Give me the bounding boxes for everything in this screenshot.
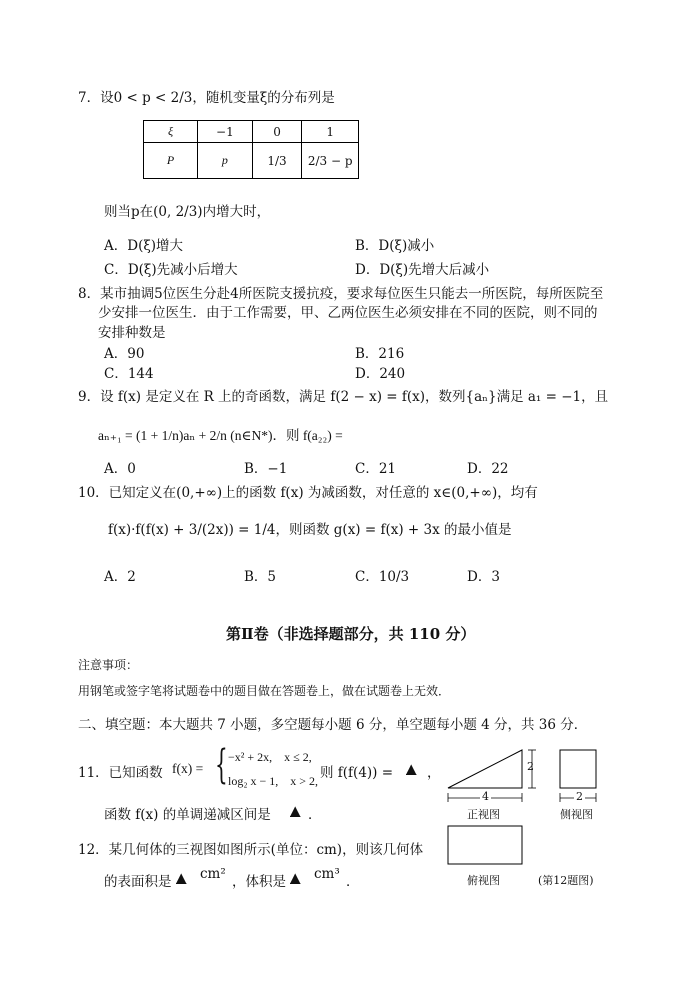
q11-blank-2[interactable]: ▲ [290, 803, 301, 819]
q12-unit2: cm³ [314, 866, 340, 882]
q7-condition: 则当p在(0, 2/3)内增大时， [104, 204, 271, 220]
table-cell: p [198, 143, 253, 179]
q7-option-a: A．D(ξ)增大 [104, 238, 184, 254]
q12-line1: 12．某几何体的三视图如图所示(单位：cm)，则该几何体 [78, 842, 424, 858]
q11-line2b: ． [308, 807, 322, 823]
q10-option-c: C．10/3 [355, 569, 410, 585]
q10-option-d: D．3 [467, 569, 500, 585]
q7-stem: 7．设0 < p < 2/3，随机变量ξ的分布列是 [78, 90, 335, 106]
q11-then: 则 f(f(4)) = [320, 765, 394, 781]
q10-option-b: B．5 [244, 569, 277, 585]
side-view-square [560, 750, 596, 788]
table-cell: 2/3 − p [302, 143, 359, 179]
q11-prefix: 11．已知函数 [78, 765, 163, 781]
table-cell: P [144, 143, 198, 179]
q12-line2b: ，体积是 [232, 874, 286, 890]
q9-option-c: C．21 [355, 461, 397, 477]
q9-option-a: A．0 [104, 461, 136, 477]
q8-line3: 安排种数是 [98, 325, 166, 341]
dim-label-4: 4 [482, 790, 489, 803]
q10-line1: 10．已知定义在(0,+∞)上的函数 f(x) 为减函数，对任意的 x∈(0,+∞)，均有 [78, 485, 538, 501]
q9-line2: aₙ₊₁ = (1 + 1/n)aₙ + 2/n (n∈N*)．则 f(a₂₂) = [98, 428, 343, 443]
q12-unit1: cm² [200, 866, 226, 882]
top-view-rect [448, 826, 522, 864]
q11-brace: { [215, 742, 228, 788]
q8-option-d: D．240 [355, 366, 406, 382]
q9-option-d: D．22 [467, 461, 509, 477]
q12-blank-2[interactable]: ▲ [290, 870, 301, 886]
dim-label-height-2: 2 [527, 760, 534, 773]
q12-blank-1[interactable]: ▲ [176, 870, 187, 886]
q9-option-b: B．−1 [244, 461, 288, 477]
q7-option-c: C．D(ξ)先减小后增大 [104, 262, 238, 278]
top-view-label: 俯视图 [467, 874, 500, 887]
q8-option-c: C．144 [104, 366, 154, 382]
q10-option-a: A．2 [104, 569, 136, 585]
table-cell: ξ [144, 121, 198, 143]
q12-end: ． [346, 874, 360, 890]
q12-line2a: 的表面积是 [104, 874, 172, 890]
q11-comma: ， [427, 765, 441, 781]
notice-label: 注意事项： [78, 658, 139, 672]
table-cell: 1/3 [252, 143, 302, 179]
distribution-table [143, 120, 359, 179]
q9-line1: 9．设 f(x) 是定义在 R 上的奇函数，满足 f(2 − x) = f(x)，数列{aₙ}满足 a₁ = −1，且 [78, 389, 609, 405]
q11-blank-1[interactable]: ▲ [406, 761, 417, 777]
table-cell: 0 [252, 121, 302, 143]
q8-line2: 少安排一位医生．由于工作需要，甲、乙两位医生必须安排在不同的医院，则不同的 [98, 305, 598, 321]
front-view-triangle [448, 750, 522, 788]
front-view-label: 正视图 [467, 808, 500, 821]
q8-option-b: B．216 [355, 346, 405, 362]
figure-caption: (第12题图) [538, 874, 594, 887]
q11-case1: −x² + 2x, x ≤ 2, [228, 750, 312, 764]
dim-label-width-2: 2 [576, 790, 583, 803]
table-cell: 1 [302, 121, 359, 143]
q7-option-d: D．D(ξ)先增大后减小 [355, 262, 490, 278]
q10-line2: f(x)·f(f(x) + 3/(2x)) = 1/4，则函数 g(x) = f(x) + 3x 的最小值是 [108, 522, 512, 538]
table-cell: −1 [198, 121, 253, 143]
side-view-label: 侧视图 [560, 808, 593, 821]
q8-option-a: A．90 [104, 346, 145, 362]
q11-case2: log₂ x − 1, x > 2, [228, 774, 319, 788]
q11-line2a: 函数 f(x) 的单调递减区间是 [104, 807, 271, 823]
q7-option-b: B．D(ξ)减小 [355, 238, 435, 254]
q8-line1: 8．某市抽调5位医生分赴4所医院支援抗疫，要求每位医生只能去一所医院，每所医院至 [78, 286, 604, 302]
section-title: 二、填空题：本大题共 7 小题，多空题每小题 6 分，单空题每小题 4 分，共 36 分． [78, 717, 588, 733]
part2-title: 第Ⅱ卷（非选择题部分，共 110 分） [226, 625, 476, 643]
notice-text: 用钢笔或签字笔将试题卷中的题目做在答题卷上，做在试题卷上无效． [78, 684, 451, 698]
q11-fx: f(x) = [172, 761, 204, 776]
